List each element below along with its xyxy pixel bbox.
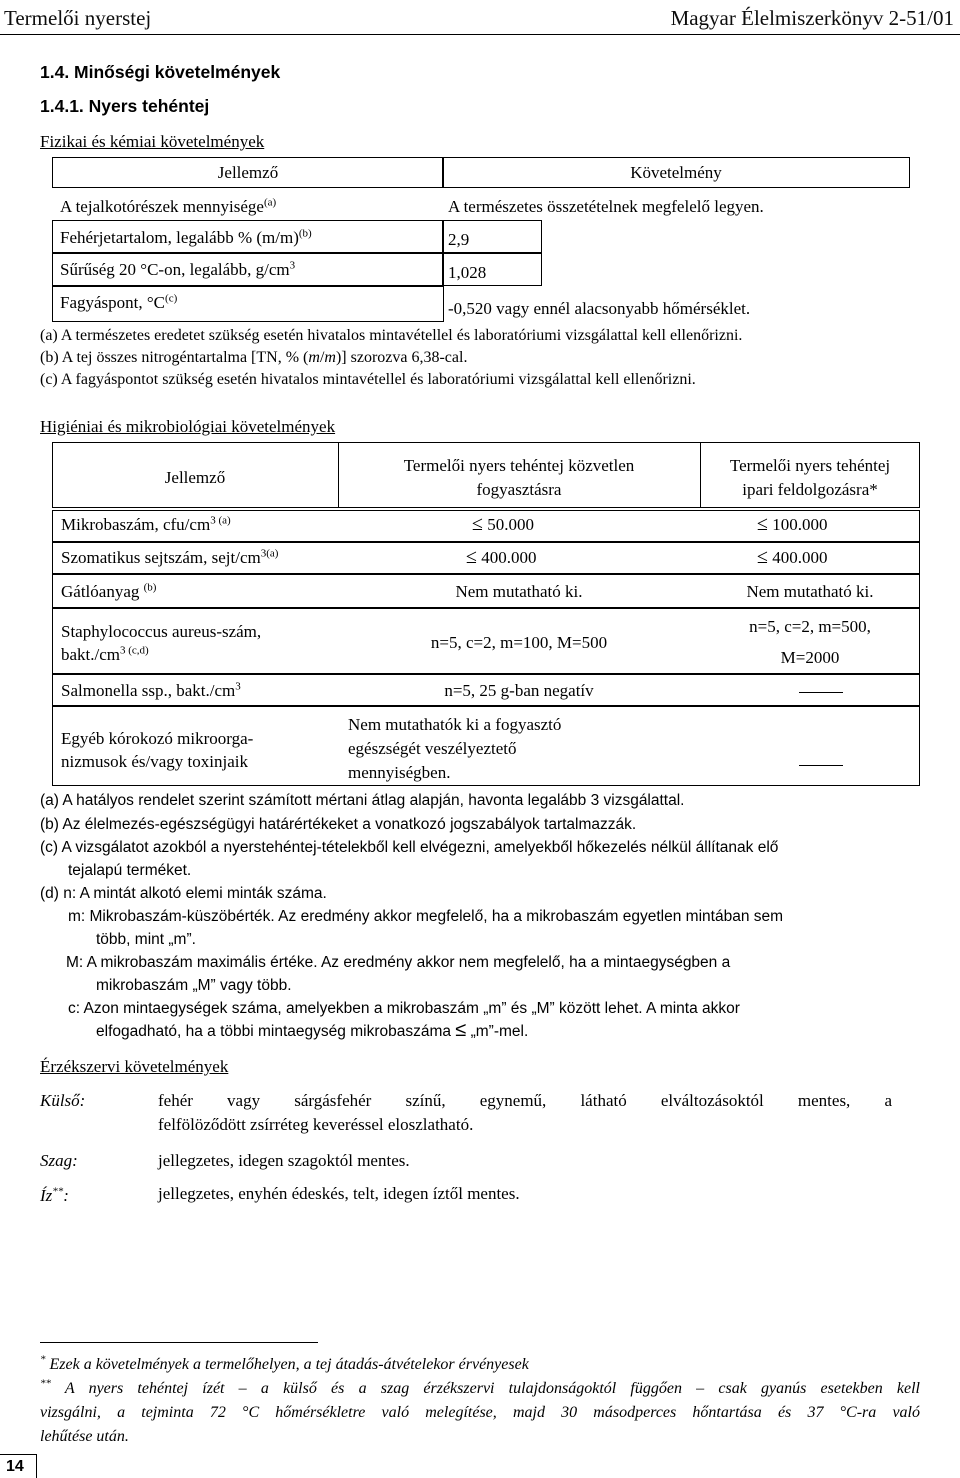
hygiene-other-name-2: nizmusok és/vagy toxinjaik (61, 752, 248, 771)
header-rule (0, 34, 960, 35)
hygiene-note-d-m: m: Mikrobaszám-küszöbérték. Az eredmény akkor megfelelő, ha a mikrobaszám egyetlen mintában sem (68, 908, 784, 925)
hygiene-salmonella-name: Salmonella ssp., $bakt./cm^3$ (61, 680, 241, 700)
hygiene-other-direct-2: egészségét veszélyeztető (348, 739, 517, 758)
physchem-row-1-name: Fehérjetartalom, legalább % $(m/m)^{(b)}$ (60, 227, 312, 247)
physchem-note-a: (a) A természetes eredetet szükség esetén hivatalos mintavétellel és laboratóriumi vizsgálattal kell ellenőrizni. (40, 327, 743, 344)
hygiene-staph-name-1: Staphylococcus aureus-szám, (61, 622, 262, 641)
hygiene-row-0-name: Mikrobaszám, cfu/$cm^{3 (a)}$ (61, 514, 231, 534)
hygiene-note-b: (b) Az élelmezés-egészségügyi határértékeket a vonatkozó jogszabályok tartalmazzák. (40, 816, 637, 833)
hygiene-row-1-name: Szomatikus sejtszám, sejt/$cm^{3(a)}$ (61, 547, 279, 567)
hygiene-staph-direct: n=5, c=2, m=100, M=500 (430, 633, 608, 652)
hygiene-row-0-direct: ≤ 50.000 (472, 513, 534, 535)
hygiene-salmonella-direct: n=5, 25 g-ban negatív (444, 681, 594, 700)
hygiene-col-industrial-2: ipari feldolgozásra* (742, 480, 878, 499)
hygiene-note-d-n: (d) n: A mintát alkotó elemi minták száma. (40, 885, 327, 902)
hygiene-salmonella-industrial-dash (799, 692, 843, 693)
physchem-row-2-name: Sűrűség 20 °C-on, legalább, $g/cm^3$ (60, 259, 296, 279)
physchem-row-0-value: A természetes összetételnek megfelelő legyen. (448, 197, 764, 216)
physchem-row-0-name: A tejalkotórészek mennyisége$^{(a)}$ (60, 196, 277, 216)
hygiene-col-direct-2: fogyasztásra (476, 480, 562, 499)
hygiene-col-characteristic: Jellemző (164, 468, 226, 487)
hygiene-note-d-M-cont: mikrobaszám „M” vagy több. (96, 977, 292, 994)
hygiene-row-2-name: Gátlóanyag $^{(b)}$ (61, 581, 157, 601)
hygiene-note-d-M: M: A mikrobaszám maximális értéke. Az eredmény akkor nem megfelelő, ha a mintaegységben a (66, 954, 731, 971)
sensory-label-appearance: Külső: (40, 1091, 86, 1110)
footnote-two-3: lehűtése után. (40, 1428, 129, 1445)
sensory-text-appearance-2: felfölöződött zsírréteg keveréssel eloszlatható. (158, 1115, 474, 1134)
hygiene-col-direct-1: Termelői nyers tehéntej közvetlen (403, 456, 635, 475)
physchem-note-c: (c) A fagyáspontot szükség esetén hivatalos mintavétellel és laboratóriumi vizsgálattal kell ellenőrizni. (40, 371, 696, 388)
hygiene-heading: Higiéniai és mikrobiológiai követelmények (40, 417, 336, 436)
hygiene-other-industrial-dash (799, 765, 843, 766)
hygiene-staph-industrial-1: n=5, c=2, m=500, (749, 617, 871, 636)
physchem-col-characteristic: Jellemző (217, 163, 279, 182)
hygiene-note-a: (a) A hatályos rendelet szerint számított mértani átlag alapján, havonta legalább 3 vizsgálattal. (40, 792, 685, 809)
sensory-label-smell: Szag: (40, 1151, 78, 1170)
hygiene-row-2-industrial: Nem mutatható ki. (746, 582, 874, 601)
hygiene-note-d-c: c: Azon mintaegységek száma, amelyekben a mikrobaszám „m” és „M” között lehet. A minta akkor (68, 1000, 740, 1017)
header-right-title: Magyar Élelmiszerkönyv 2-51/01 (670, 6, 954, 30)
hygiene-note-c-cont: tejalapú terméket. (68, 862, 192, 879)
hygiene-note-d-c-cont: elfogadható, ha a többi mintaegység mikrobaszáma ≤ „m”-mel. (96, 1019, 529, 1041)
subsection-title: 1.4.1. Nyers tehéntej (40, 96, 210, 116)
physchem-row-2-value: 1,028 (448, 263, 487, 282)
section-title: 1.4. Minőségi követelmények (40, 62, 281, 82)
hygiene-row-1-industrial: ≤ 400.000 (757, 546, 828, 568)
hygiene-col-industrial-1: Termelői nyers tehéntej (729, 456, 891, 475)
hygiene-staph-industrial-2: M=2000 (780, 648, 840, 667)
physchem-row-3-value: -0,520 vagy ennél alacsonyabb hőmérséklet. (448, 299, 751, 318)
physchem-note-b: (b) A tej összes nitrogéntartalma [TN, % (m/m)] szorozva 6,38-cal. (40, 349, 468, 366)
hygiene-row-2-direct: Nem mutatható ki. (455, 582, 583, 601)
hygiene-other-name-1: Egyéb kórokozó mikroorga- (61, 729, 254, 748)
hygiene-staph-name-2: $bakt./cm^{3 (c,d)}$ (61, 644, 149, 664)
footnote-two-1: ** A nyers tehéntej ízét – a külső és a szag érzékszervi tulajdonságoktól függően – csak gyanús esetekben kell (40, 1377, 920, 1397)
sensory-label-taste: Íz**: (40, 1185, 69, 1205)
physchem-row-3-name: Fagyáspont, $^\circ C^{(c)}$ (60, 292, 178, 312)
footnote-rule (40, 1342, 318, 1343)
page-number: 14 (6, 1458, 24, 1475)
header-left-title: Termelői nyerstej (4, 6, 152, 30)
hygiene-row-0-industrial: ≤ 100.000 (757, 513, 828, 535)
physchem-row-1-value: 2,9 (448, 230, 470, 249)
sensory-heading: Érzékszervi követelmények (40, 1057, 229, 1076)
physchem-col-requirement: Követelmény (630, 163, 722, 182)
footnote-two-2: vizsgálni, a tejminta 72 °C hőmérsékletre való melegítése, majd 30 másodperces hőntartása és 37 °C-ra való (40, 1404, 920, 1421)
sensory-text-smell: jellegzetes, idegen szagoktól mentes. (158, 1151, 410, 1170)
footnote-one: * Ezek a követelmények a termelőhelyen, a tej átadás-átvételekor érvényesek (40, 1353, 529, 1373)
sensory-text-appearance-1: fehér vagy sárgásfehér színű, egynemű, látható elváltozásoktól mentes, a (158, 1091, 892, 1110)
hygiene-row-1-direct: ≤ 400.000 (466, 546, 537, 568)
physchem-heading: Fizikai és kémiai követelmények (40, 132, 265, 151)
hygiene-other-direct-1: Nem mutathatók ki a fogyasztó (348, 715, 562, 734)
hygiene-note-c: (c) A vizsgálatot azokból a nyerstehéntej-tételekből kell elvégezni, amelyekből hőkezelés nélkül állítanak elő (40, 839, 779, 856)
hygiene-note-d-m-cont: több, mint „m”. (96, 931, 196, 948)
sensory-text-taste: jellegzetes, enyhén édeskés, telt, idegen íztől mentes. (158, 1184, 520, 1203)
hygiene-other-direct-3: mennyiségben. (348, 763, 451, 782)
